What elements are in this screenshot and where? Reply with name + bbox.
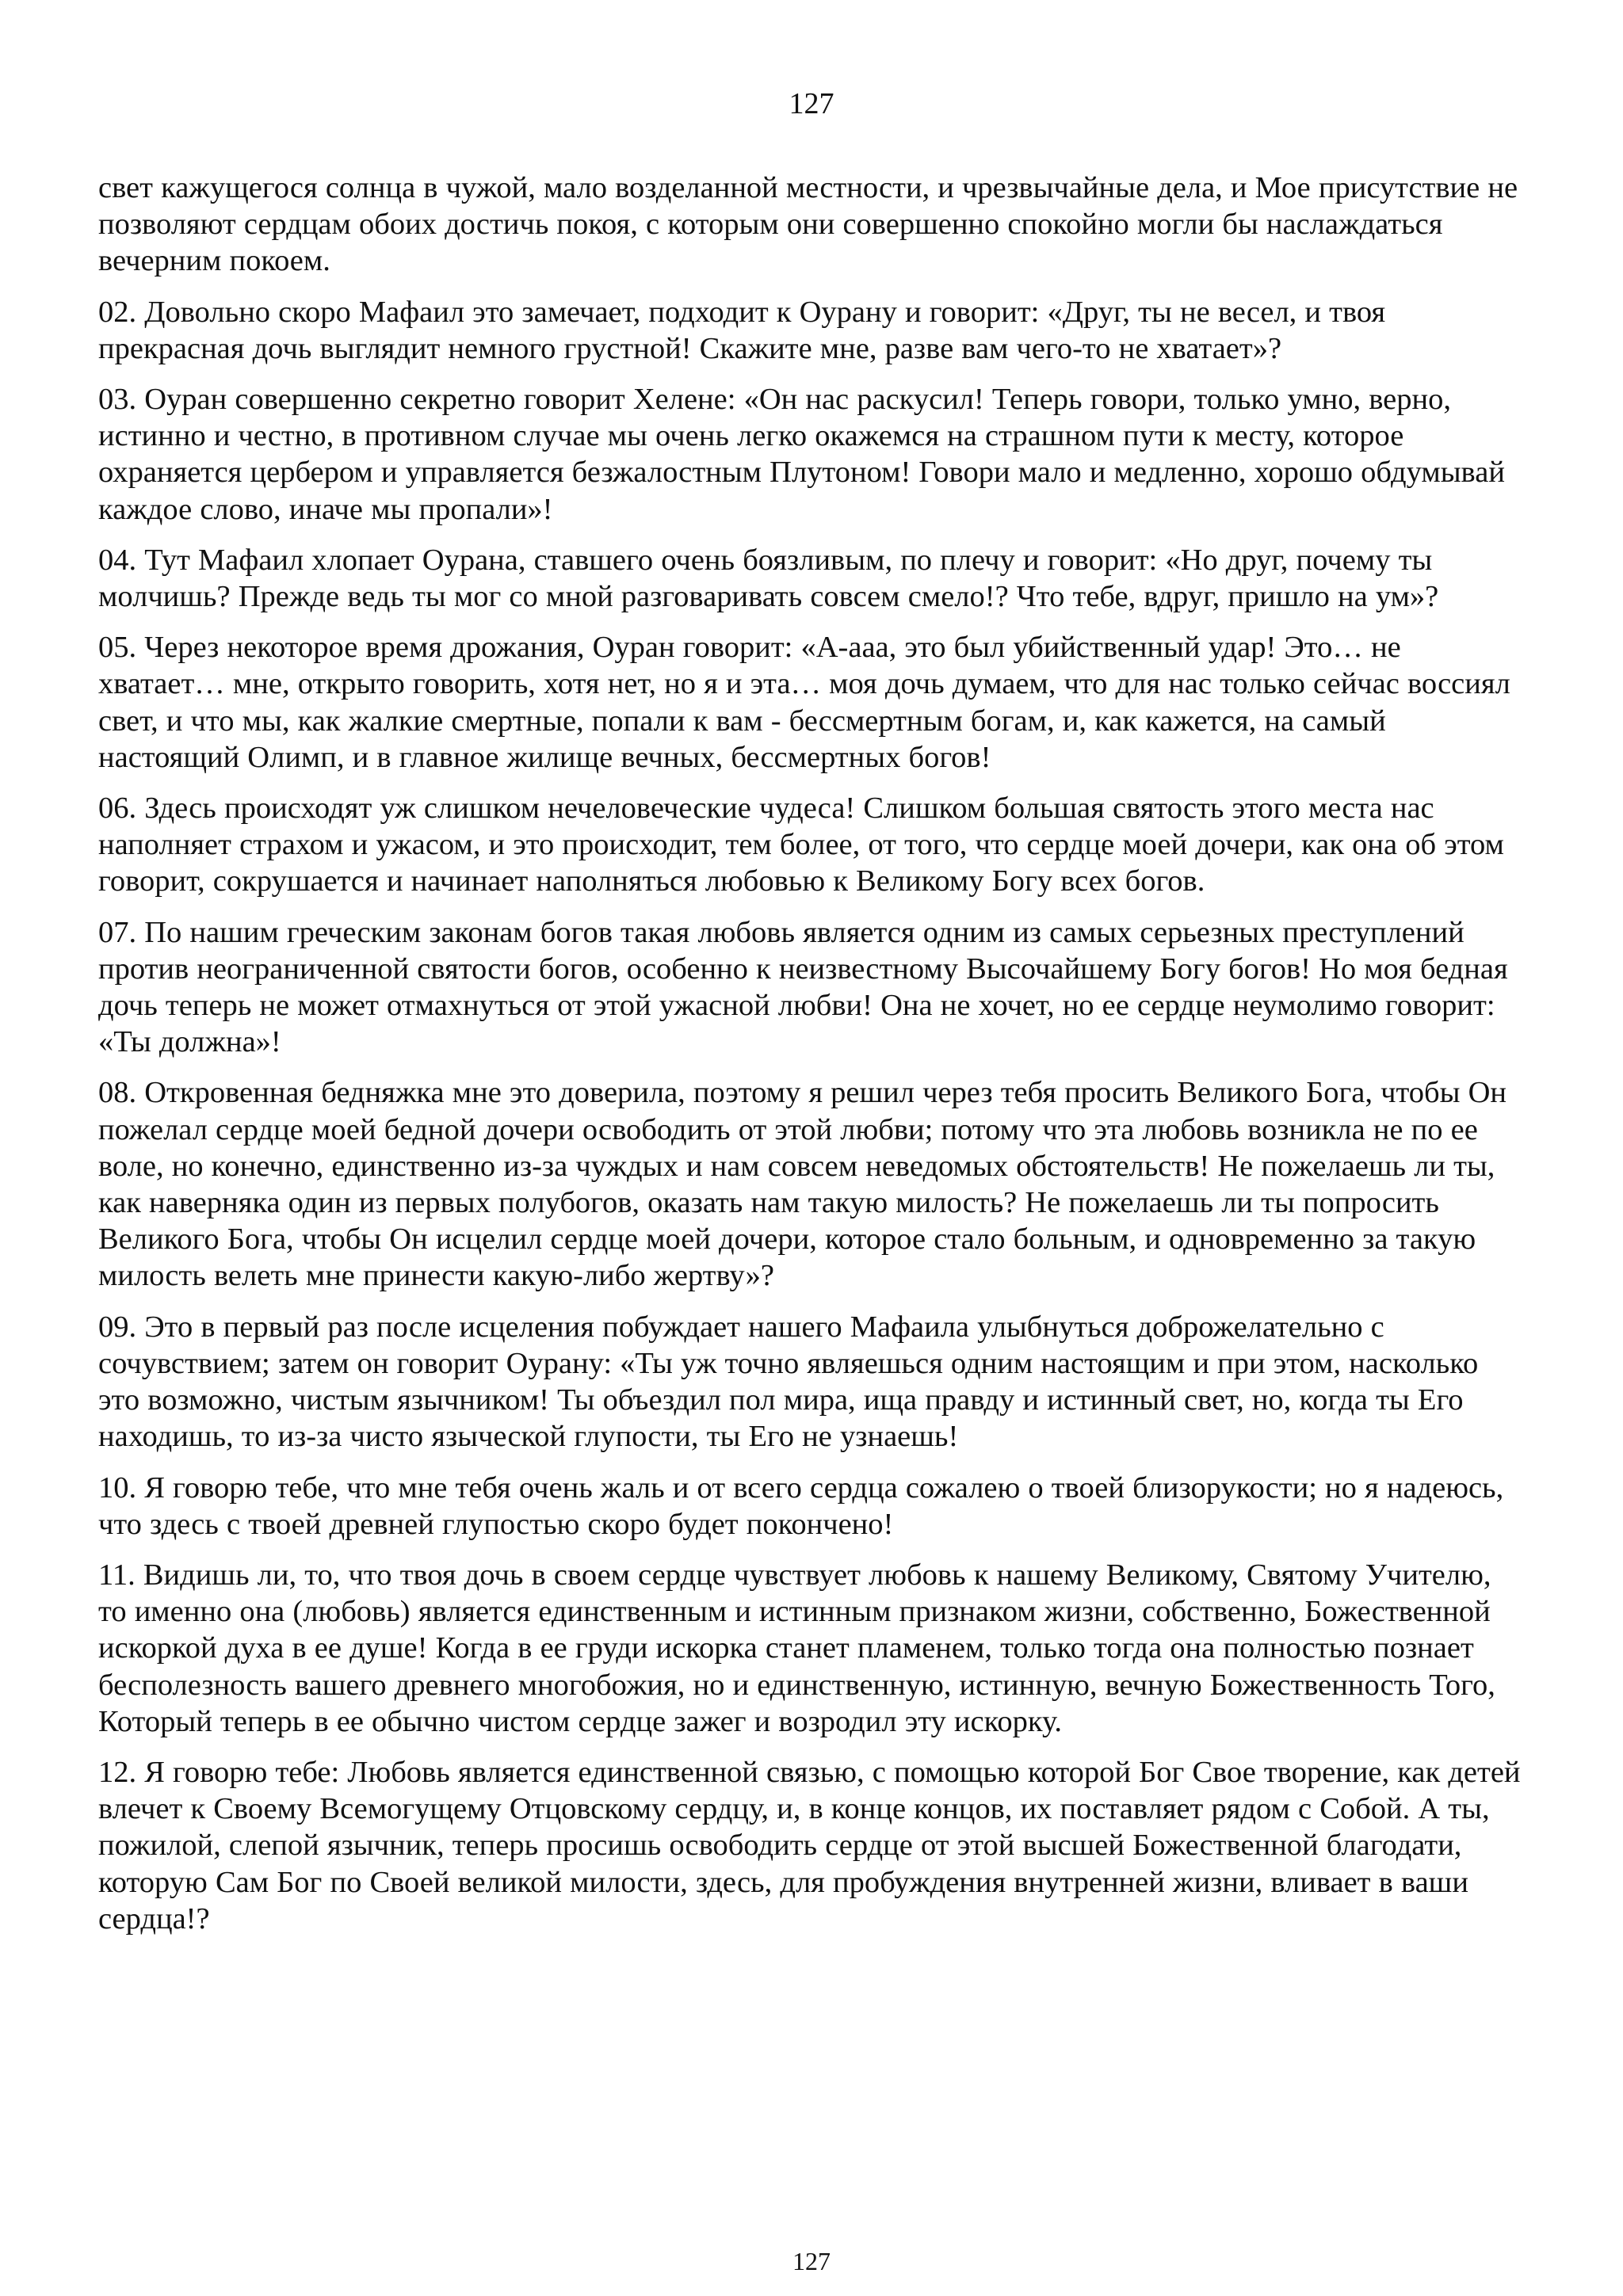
paragraph-05: 05. Через некоторое время дрожания, Оуран говорит: «А-ааа, это был убийственный удар! Это… не хватает… мне, открыто говорить, хотя нет, но я и эта… моя дочь думаем, что для нас только сейчас воссиял свет, и что мы, как жалкие смертные, попали к вам - бессмертным богам, и, как кажется, на самый настоящий Олимп, и в главное жилище вечных, бессмертных богов! [98, 631, 1510, 774]
page-number-top: 127 [789, 87, 834, 120]
document-body [98, 170, 1525, 1951]
paragraph-04: 04. Тут Мафаил хлопает Оурана, ставшего очень боязливым, по плечу и говорит: «Но друг, почему ты молчишь? Прежде ведь ты мог со мной разговаривать совсем смело!? Что тебе, вдруг, пришло на ум»? [98, 543, 1439, 614]
paragraph-12: 12. Я говорю тебе: Любовь является единственной связью, с помощью которой Бог Свое творение, как детей влечет к Своему Всемогущему Отцовскому сердцу, и, в конце концов, их поставляет рядом с Собой. А ты, пожилой, слепой язычник, теперь просишь освободить сердце от этой высшей Божественной благодати, которую Сам Бог по Своей великой милости, здесь, для пробуждения внутренней жизни, вливает в ваши сердца!? [98, 1755, 1521, 1936]
paragraph-06: 06. Здесь происходят уж слишком нечеловеческие чудеса! Слишком большая святость этого места нас наполняет страхом и ужасом, и это происходит, тем более, от того, что сердце моей дочери, как она об этом говорит, сокрушается и начинает наполняться любовью к Великому Богу всех богов. [98, 791, 1504, 898]
paragraph-07: 07. По нашим греческим законам богов такая любовь является одним из самых серьезных преступлений против неограниченной святости богов, особенно к неизвестному Высочайшему Богу богов! Но моя бедная дочь теперь не может отмахнуться от этой ужасной любви! Она не хочет, но ее сердце неумолимо говорит: «Ты должна»! [98, 915, 1508, 1059]
paragraph-08: 08. Откровенная бедняжка мне это доверила, поэтому я решил через тебя просить Великого Бога, чтобы Он пожелал сердце моей бедной дочери освободить от этой любви; потому что эта любовь возникла не по ее воле, но конечно, единственно из-за чуждых и нам совсем неведомых обстоятельств! Не пожелаешь ли ты, как наверняка один из первых полубогов, оказать нам такую милость? Не пожелаешь ли ты попросить Великого Бога, чтобы Он исцелил сердце моей дочери, которое стало больным, и одновременно за такую милость велеть мне принести какую-либо жертву»? [98, 1076, 1507, 1293]
paragraph-02: 02. Довольно скоро Мафаил это замечает, подходит к Оурану и говорит: «Друг, ты не весел, и твоя прекрасная дочь выглядит немного грустной! Скажите мне, разве вам чего-то не хватает»? [98, 295, 1386, 365]
paragraph-11: 11. Видишь ли, то, что твоя дочь в своем сердце чувствует любовь к нашему Великому, Святому Учителю, то именно она (любовь) является единственным и истинным признаком жизни, собственно, Божественной искоркой духа в ее душе! Когда в ее груди искорка станет пламенем, только тогда она полностью познает бесполезность вашего древнего многобожия, но и единственную, истинную, вечную Божественность Того, Который теперь в ее обычно чистом сердце зажег и возродил эту искорку. [98, 1558, 1495, 1738]
paragraph-03: 03. Оуран совершенно секретно говорит Хелене: «Он нас раскусил! Теперь говори, только умно, верно, истинно и честно, в противном случае мы очень легко окажемся на страшном пути к месту, которое охраняется цербером и управляется безжалостным Плутоном! Говори мало и медленно, хорошо обдумывай каждое слово, иначе мы пропали»! [98, 383, 1505, 526]
paragraph-continuation: свет кажущегося солнца в чужой, мало возделанной местности, и чрезвычайные дела, и Мое присутствие не позволяют сердцам обоих достичь покоя, с которым они совершенно спокойно могли бы наслаждаться вечерним покоем. [98, 171, 1518, 278]
page-number-bottom: 127 [792, 2247, 831, 2275]
paragraph-10: 10. Я говорю тебе, что мне тебя очень жаль и от всего сердца сожалею о твоей близорукости; но я надеюсь, что здесь с твоей древней глупостью скоро будет покончено! [98, 1470, 1504, 1541]
paragraph-09: 09. Это в первый раз после исцеления побуждает нашего Мафаила улыбнуться доброжелательно с сочувствием; затем он говорит Оурану: «Ты уж точно являешься одним настоящим и при этом, насколько это возможно, чистым язычником! Ты объездил пол мира, ища правду и истинный свет, но, когда ты Его находишь, то из-за чисто языческой глупости, ты Его не узнаешь! [98, 1310, 1479, 1454]
